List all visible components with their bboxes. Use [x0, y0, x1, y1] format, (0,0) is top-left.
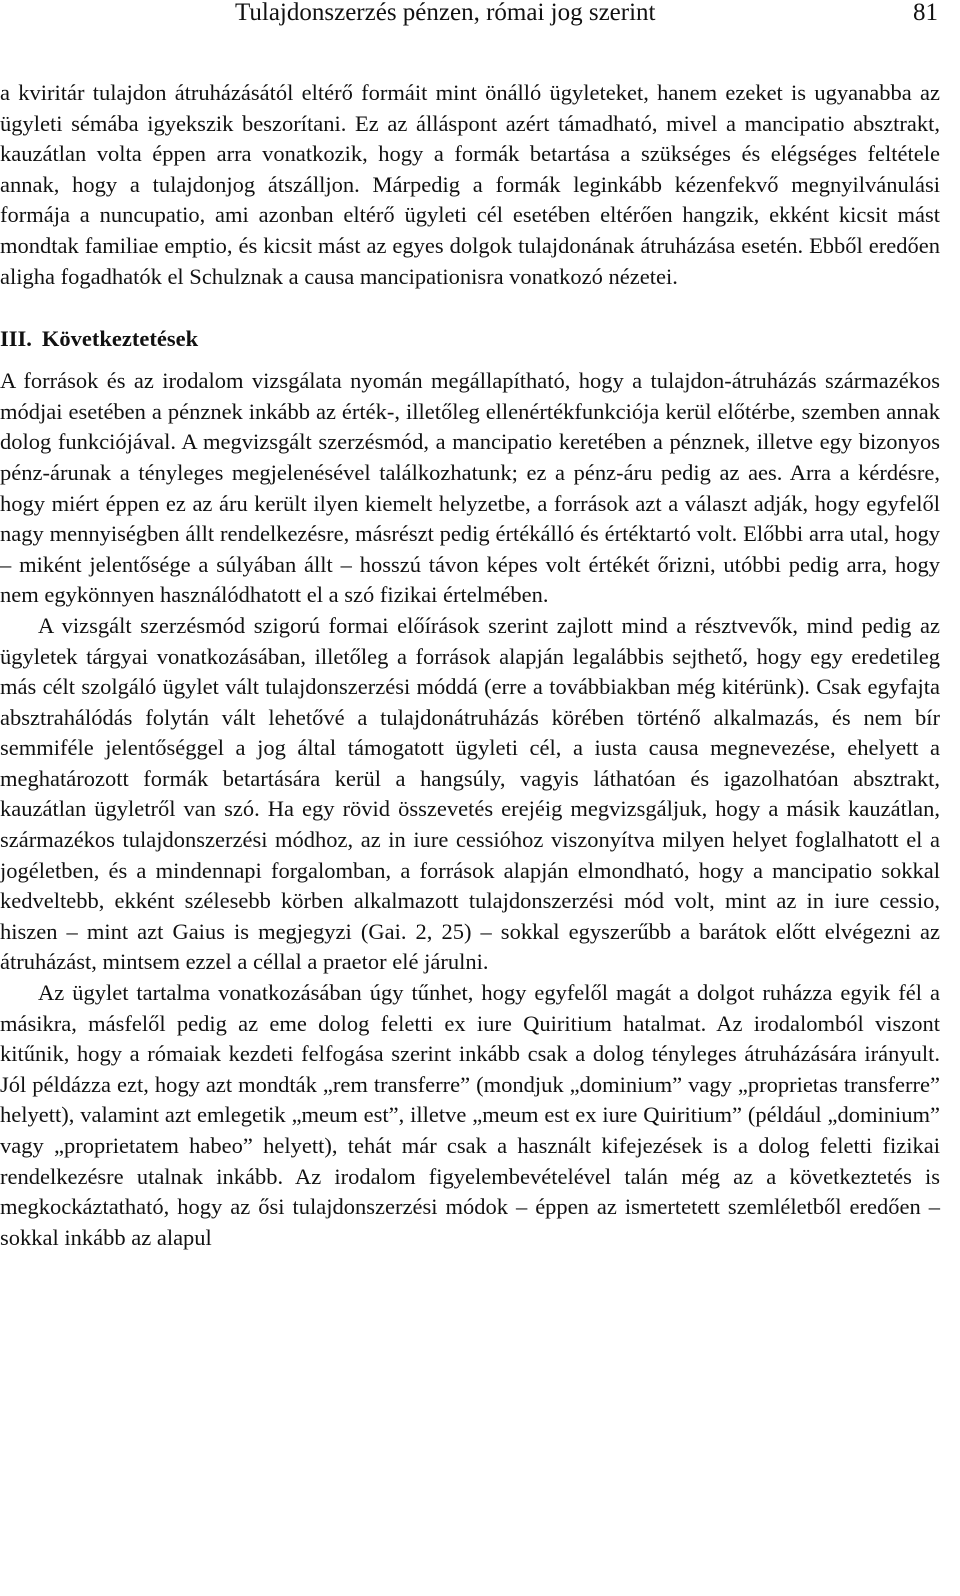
running-title: Tulajdonszerzés pénzen, római jog szerint — [235, 0, 656, 26]
paragraph-1: a kviritár tulajdon átruházásától eltérő formáit mint önálló ügyleteket, hanem ezeket is ugyanabba az ügyleti sémába igyekszik beszorítani. Ez az álláspont azért támadható, mivel a mancipatio absztrakt, kauzátlan volta éppen arra vonatkozik, hogy a formák betartása a szükséges és elégséges feltétele annak, hogy a tulajdonjog átszálljon. Márpedig a formák leginkább kézenfekvő megnyilvánulási formája a nuncupatio, ami azonban eltérő ügyleti cél esetében eltérően hangzik, ekként kicsit mást mondtak familiae emptio, és kicsit mást az egyes dolgok tulajdonának átruházása esetén. Ebből eredően aligha fogadhatók el Schulznak a causa mancipationisra vonatkozó nézetei. — [0, 80, 940, 289]
page-header — [0, 0, 960, 30]
section-number: III. — [0, 326, 32, 352]
paragraph-3: A vizsgált szerzésmód szigorú formai előírások szerint zajlott mind a résztvevők, mind pedig az ügyletek tárgyai vonatkozásában, illetőleg a források alapján legalábbis sejthető, hogy egy eredetileg más célt szolgáló ügylet vált tulajdonszerzési móddá (erre a továbbiakban még kitérünk). Csak egyfajta absztrahálódás folytán vált lehetővé a tulajdonátruházás körében történő alkalmazás, és nem bír semmiféle jelentőséggel a jog által támogatott ügyleti cél, a iusta causa megnevezése, ehelyett a meghatározott formák betartására kerül a hangsúly, vagyis láthatóan és igazolhatóan absztrakt, kauzátlan ügyletről van szó. Ha egy rövid összevetés erejéig megvizsgáljuk, hogy a másik kauzátlan, származékos tulajdonszerzési módhoz, az in iure cessióhoz viszonyítva milyen helyet foglalhatott el a jogéletben, és a mindennapi forgalomban, a források alapján elmondható, hogy a mancipatio sokkal kedveltebb, ekként szélesebb körben alkalmazott tulajdonszerzési mód volt, mint az in iure cessio, hiszen – mint azt Gaius is megjegyzi (Gai. 2, 25) – sokkal egyszerűbb a barátok előtt elvégezni az átruházást, mintsem ezzel a céllal a praetor elé járulni. — [0, 612, 940, 975]
paragraph-2: A források és az irodalom vizsgálata nyomán megállapítható, hogy a tulajdon-átruházás származékos módjai esetében a pénznek inkább az érték-, illetőleg ellenértékfunkciója kerül előtérbe, szemben annak dolog funkciójával. A megvizsgált szerzésmód, a mancipatio keretében a pénznek, illetve egy bizonyos pénz-árunak a tényleges megjelenésével találkozhatunk; ez a pénz-áru pedig az aes. Arra a kérdésre, hogy miért éppen ez az áru került ilyen kiemelt helyzetbe, a források azt a választ adják, hogy egyfelől nagy mennyiségben állt rendelkezésre, másrészt pedig értékálló és értéktartó volt. Előbbi arra utal, hogy – miként jelentősége a súlyában állt – hosszú távon képes volt értékét őrizni, utóbbi pedig arra, hogy nem egykönnyen használódhatott el a szó fizikai értelmében. — [0, 368, 940, 608]
body-text — [0, 78, 940, 1253]
section-title: Következtetések — [41, 326, 199, 352]
paragraph-4: Az ügylet tartalma vonatkozásában úgy tűnhet, hogy egyfelől magát a dolgot ruházza egyik fél a másikra, másfelől pedig az eme dolog feletti ex iure Quiritium hatalmat. Az irodalomból viszont kitűnik, hogy a rómaiak kezdeti felfogása szerint inkább csak a dolog tényleges átruházására irányult. Jól példázza ezt, hogy azt mondták „rem transferre” (mondjuk „dominium” vagy „proprietas transferre” helyett), valamint azt emlegetik „meum est”, illetve „meum est ex iure Quiritium” (például „dominium” vagy „proprietatem habeo” helyett), tehát már csak a használt kifejezések is a dolog feletti fizikai rendelkezésre utalnak inkább. Az irodalom figyelembevételével talán még az a következtetés is megkockáztatható, hogy az ősi tulajdonszerzési módok – éppen az ismertetett szemléletből eredően – sokkal inkább az alapul — [0, 980, 940, 1250]
page-number: 81 — [913, 0, 938, 26]
section-heading — [0, 324, 940, 354]
